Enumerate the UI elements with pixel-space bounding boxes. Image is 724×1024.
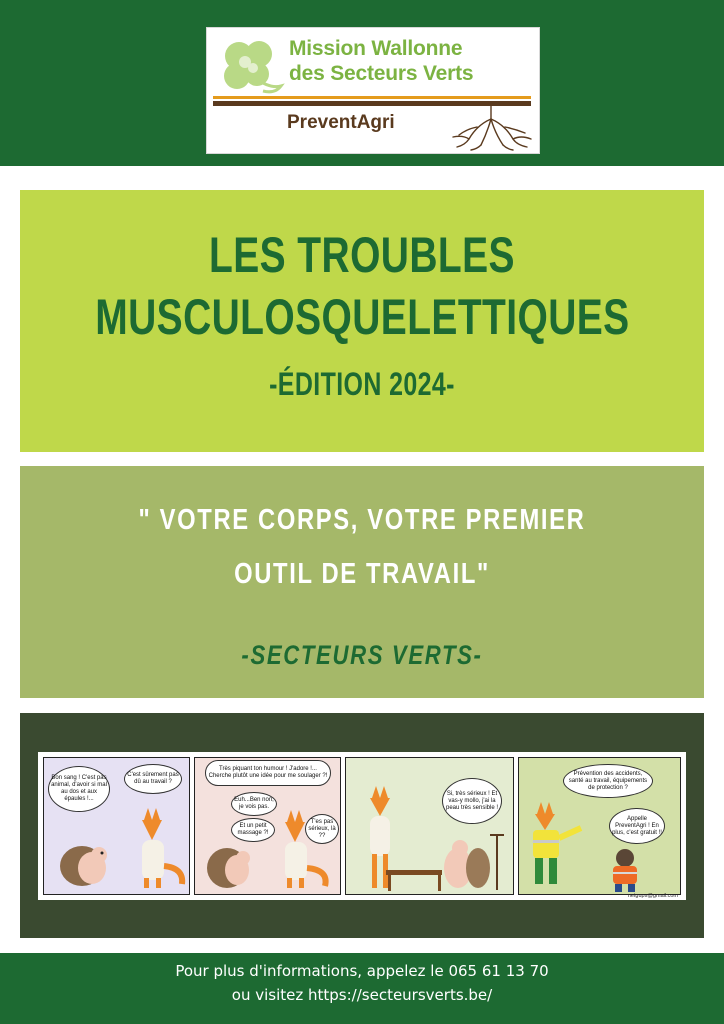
speech-bubble: Appelle PreventAgri ! En plus, c'est gratuit !! xyxy=(609,808,665,844)
hedgehog-figure xyxy=(60,846,107,886)
slogan-line-1: " VOTRE CORPS, VOTRE PREMIER xyxy=(138,504,586,536)
slogan-panel xyxy=(20,466,704,698)
coat-rack xyxy=(490,834,504,890)
comic-panel-4 xyxy=(518,757,681,895)
comic-panel xyxy=(20,713,704,938)
slogan-line-2: OUTIL DE TRAVAIL" xyxy=(234,558,490,590)
speech-bubble: Et un petit massage ?! xyxy=(231,818,275,842)
org-name-line2: des Secteurs Verts xyxy=(289,62,474,85)
brand-name: PreventAgri xyxy=(287,112,395,133)
contact-phone-line: Pour plus d'informations, appelez le 065 61 13 70 xyxy=(175,962,549,980)
comic-panel-1 xyxy=(43,757,190,895)
comic-strip xyxy=(38,752,686,900)
speech-bubble: Très piquant ton humour ! J'adore !... Cherche plutôt une idée pour me soulager ?! xyxy=(205,760,331,786)
footer xyxy=(0,953,724,1024)
mole-worker-figure xyxy=(613,849,637,892)
logo xyxy=(206,27,540,154)
artist-signature: netgups@gmail.com xyxy=(627,893,678,899)
title-line-2: MUSCULOSQUELETTIQUES xyxy=(95,289,630,345)
contact-website-line: ou visitez https://secteursverts.be/ xyxy=(231,986,493,1004)
title-panel xyxy=(20,190,704,452)
divider-orange xyxy=(213,96,531,99)
top-banner xyxy=(0,0,724,166)
hedgehog-figure xyxy=(207,848,250,888)
sector-label: -SECTEURS VERTS- xyxy=(241,640,483,670)
speech-bubble: C'est sûrement pas dû au travail ? xyxy=(124,764,182,794)
comic-panel-3 xyxy=(345,757,514,895)
fox-worker-figure xyxy=(533,802,581,884)
comic-panel-2 xyxy=(194,757,341,895)
fox-figure xyxy=(142,808,182,888)
massage-table xyxy=(386,870,442,891)
edition-label: -ÉDITION 2024- xyxy=(269,366,455,402)
speech-bubble: T'es pas sérieux, là ?? xyxy=(305,814,339,844)
org-name-line1: Mission Wallonne xyxy=(289,37,463,60)
tree-roots-icon xyxy=(447,105,535,151)
speech-bubble: Si, très sérieux ! Et vas-y mollo, j'ai la peau très sensible ! xyxy=(442,778,502,824)
speech-bubble: Bon sang ! C'est pas animal, d'avoir si mal au dos et aux épaules !... xyxy=(48,766,110,812)
speech-bubble: Euh...Ben non, je vois pas. xyxy=(231,792,277,816)
hedgehog-figure xyxy=(444,840,490,888)
title-line-1: LES TROUBLES xyxy=(209,227,515,283)
speech-bubble: Prévention des accidents, santé au travail, équipements de protection ? xyxy=(563,764,653,798)
